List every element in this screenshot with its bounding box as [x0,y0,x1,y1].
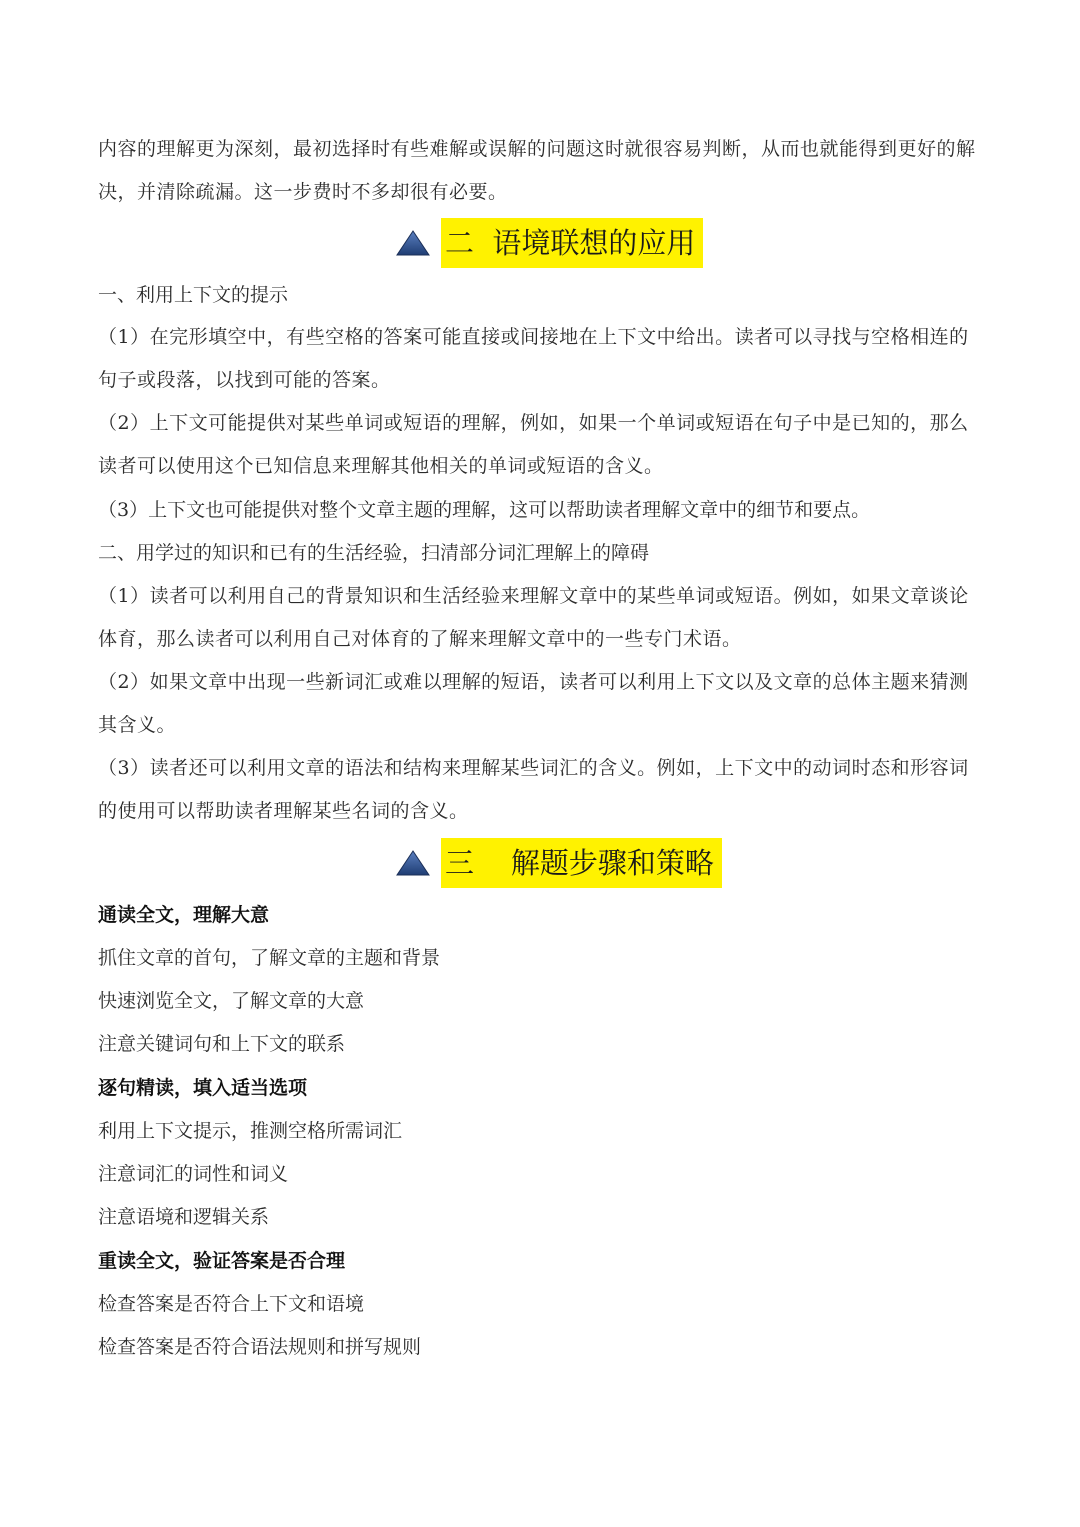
list-item: 注意关键词句和上下文的联系 [98,1033,346,1055]
step-title-3: 重读全文，验证答案是否合理 [98,1250,346,1272]
intro-paragraph: 内容的理解更为深刻，最初选择时有些难解或误解的问题这时就很容易判断，从而也就能得到更好的解决，并清除疏漏。这一步费时不多却很有必要。 [98,138,976,203]
list-item: （1）读者可以利用自己的背景知识和生活经验来理解文章中的某些单词或短语。例如，如果文章谈论体育，那么读者可以利用自己对体育的了解来理解文章中的一些专门术语。 [98,585,969,650]
section-heading-2-text: 二 语境联想的应用 [441,218,703,268]
list-item: 检查答案是否符合上下文和语境 [98,1293,365,1315]
subsection-title-1: 一、利用上下文的提示 [98,284,289,306]
list-item: 利用上下文提示，推测空格所需词汇 [98,1120,403,1142]
list-item: 注意语境和逻辑关系 [98,1206,270,1228]
list-item: （1）在完形填空中，有些空格的答案可能直接或间接地在上下文中给出。读者可以寻找与空格相连的句子或段落，以找到可能的答案。 [98,326,969,391]
subsection-title-2: 二、用学过的知识和已有的生活经验，扫清部分词汇理解上的障碍 [98,542,650,564]
list-item: 抓住文章的首句，了解文章的主题和背景 [98,947,441,969]
section-heading-3-text: 三 解题步骤和策略 [441,838,722,888]
step-title-2: 逐句精读，填入适当选项 [98,1077,308,1099]
triangle-icon [396,230,430,256]
section-heading-2 [396,218,703,268]
list-item: 快速浏览全文，了解文章的大意 [98,990,365,1012]
step-title-1: 通读全文，理解大意 [98,904,270,926]
list-item: （2）如果文章中出现一些新词汇或难以理解的短语，读者可以利用上下文以及文章的总体主题来猜测其含义。 [98,671,969,736]
list-item: （2）上下文可能提供对某些单词或短语的理解，例如，如果一个单词或短语在句子中是已知的，那么读者可以使用这个已知信息来理解其他相关的单词或短语的含义。 [98,412,969,477]
list-item: 检查答案是否符合语法规则和拼写规则 [98,1336,422,1358]
list-item: 注意词汇的词性和词义 [98,1163,289,1185]
section-heading-3 [396,838,722,888]
list-item: （3）上下文也可能提供对整个文章主题的理解，这可以帮助读者理解文章中的细节和要点。 [98,499,871,521]
list-item: （3）读者还可以利用文章的语法和结构来理解某些词汇的含义。例如，上下文中的动词时态和形容词的使用可以帮助读者理解某些名词的含义。 [98,757,969,822]
triangle-icon [396,850,430,876]
